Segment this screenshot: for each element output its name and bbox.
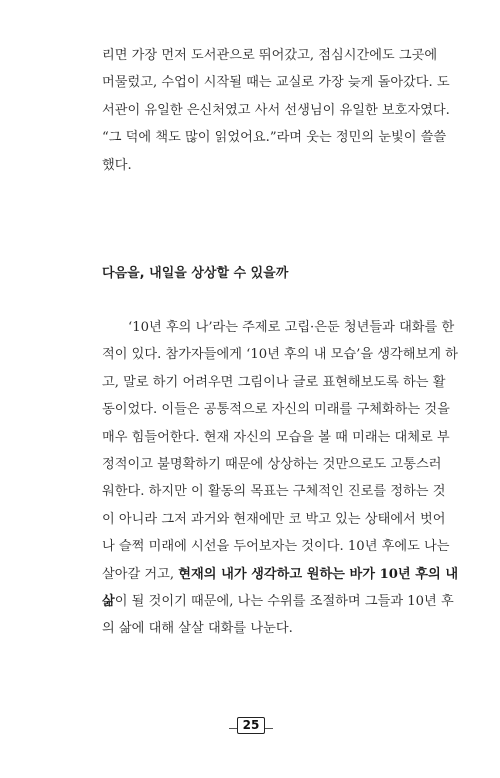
text-line: 고, 말로 하기 어려우면 그림이나 글로 표현해보도록 하는 활 <box>102 374 446 390</box>
text-line: 리면 가장 먼저 도서관으로 뛰어갔고, 점심시간에도 그곳에 <box>102 48 438 63</box>
page-number: 25 <box>237 717 265 734</box>
paragraph-1 <box>102 42 450 179</box>
section-heading: 다음을, 내일을 상상할 수 있을까 <box>102 266 289 281</box>
text-line: 의 삶에 대해 살살 대화를 나눈다. <box>102 621 293 637</box>
text-line: 서관이 유일한 은신처였고 사서 선생님이 유일한 보호자였다. <box>102 102 450 118</box>
text-line: 정적이고 불명확하기 때문에 상상하는 것만으로도 고통스러 <box>102 457 442 473</box>
text-line: 매우 힘들어한다. 현재 자신의 모습을 볼 때 미래는 대체로 부 <box>102 429 450 445</box>
text-line: 적이 있다. 참가자들에게 ‘10년 후의 내 모습’을 생각해보게 하 <box>102 347 458 363</box>
text-line: 나 슬쩍 미래에 시선을 두어보자는 것이다. 10년 후에도 나는 <box>102 539 450 555</box>
body-text-block <box>102 42 450 179</box>
text-line <box>102 588 454 615</box>
plain-text: 이 될 것이기 때문에, 나는 수위를 조절하며 그들과 10년 후 <box>114 594 454 610</box>
text-line: 워한다. 하지만 이 활동의 목표는 구체적인 진로를 정하는 것 <box>102 484 446 500</box>
bold-emphasis: 현재의 내가 생각하고 원하는 바가 10년 후의 내 <box>178 566 459 582</box>
body-text-block-2 <box>102 314 459 643</box>
text-line: 했다. <box>102 157 132 173</box>
text-line: 머물렀고, 수업이 시작될 때는 교실로 가장 늦게 돌아갔다. 도 <box>102 75 450 91</box>
text-line: ‘10년 후의 나’라는 주제로 고립·은둔 청년들과 대화를 한 <box>128 320 455 335</box>
text-line: “그 덕에 책도 많이 읽었어요.”라며 웃는 정민의 눈빛이 쓸쓸 <box>102 130 447 146</box>
paragraph-2 <box>102 314 459 643</box>
page-number-badge <box>229 715 273 735</box>
text-line <box>102 561 459 588</box>
plain-text: 살아갈 거고, <box>102 566 179 582</box>
text-line: 동이었다. 이들은 공통적으로 자신의 미래를 구체화하는 것을 <box>102 402 450 418</box>
bold-emphasis: 삶 <box>102 594 115 610</box>
text-line: 이 아니라 그저 과거와 현재에만 코 박고 있는 상태에서 벗어 <box>102 511 446 527</box>
